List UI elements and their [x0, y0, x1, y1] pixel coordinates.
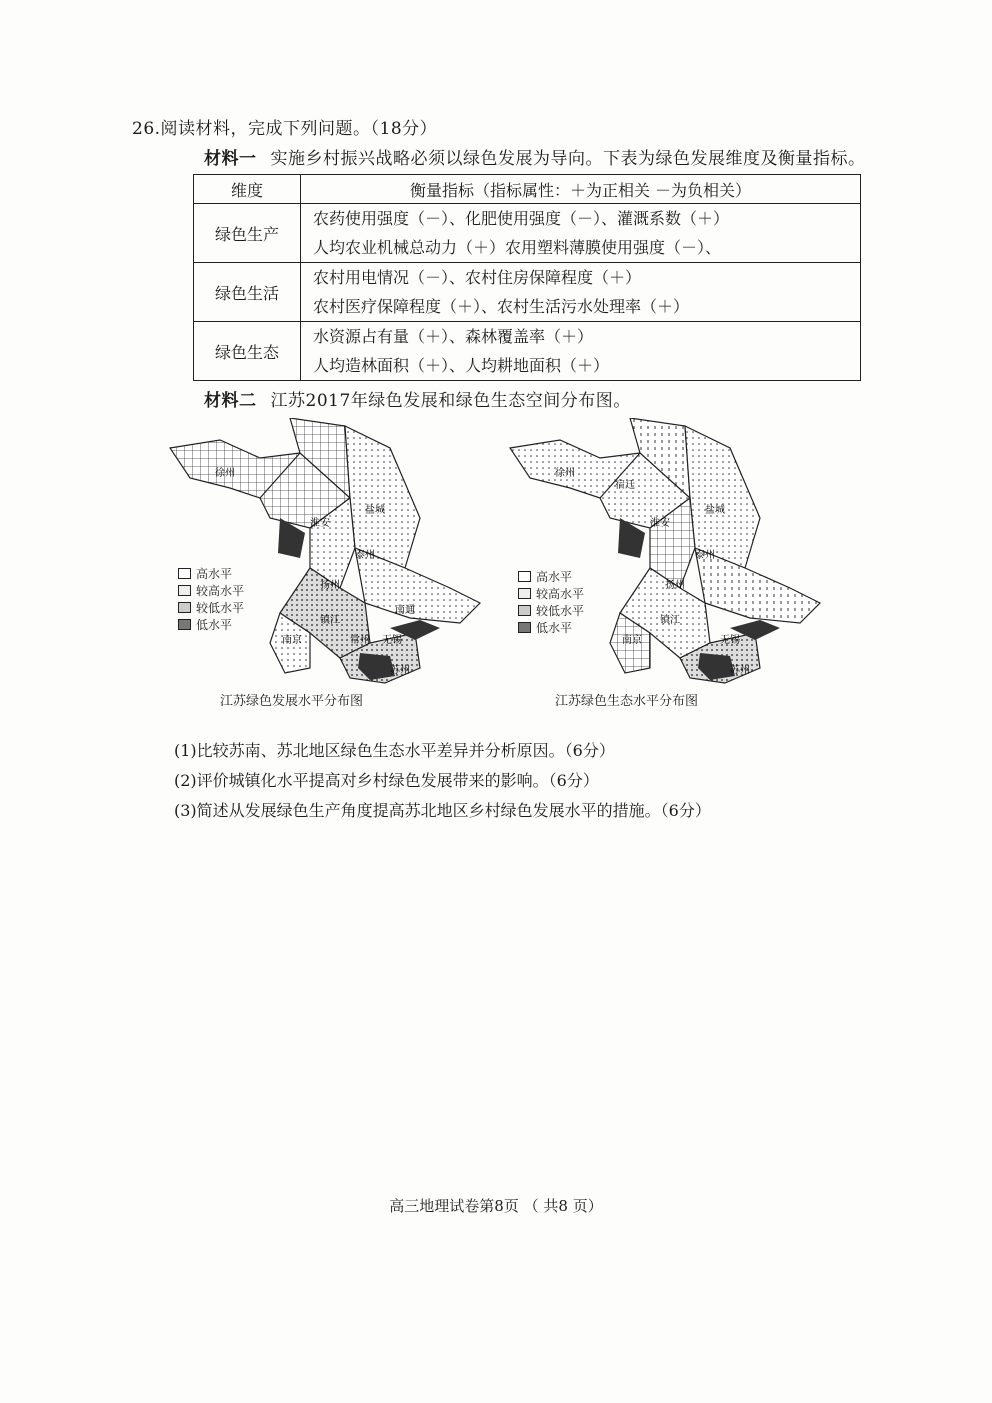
- legend-item: [178, 565, 244, 582]
- material-two-label: 材料二: [204, 391, 257, 411]
- indicator-line: 农药使用强度（－）、化肥使用强度（－）、灌溉系数（＋）: [313, 209, 730, 228]
- table-header-indicators: 衡量指标（指标属性：＋为正相关 －为负相关）: [301, 175, 861, 204]
- legend-swatch-high: [178, 568, 191, 579]
- table-row: [194, 204, 861, 263]
- city-label: 宿迁: [615, 480, 635, 491]
- map-caption: 江苏绿色生态水平分布图: [555, 694, 699, 709]
- city-label: 盐城: [705, 505, 725, 516]
- city-label: 镇江: [660, 615, 680, 626]
- legend-label: 低水平: [536, 621, 573, 635]
- legend-item: [518, 619, 584, 636]
- legend-swatch-low: [518, 622, 531, 633]
- sub-question: (2)评价城镇化水平提高对乡村绿色发展带来的影响。（6分）: [174, 771, 599, 790]
- material-two-text: 江苏2017年绿色发展和绿色生态空间分布图。: [270, 391, 631, 411]
- page-footer: 高三地理试卷第8页 （ 共8 页）: [389, 1197, 603, 1215]
- legend-swatch-mid-low: [178, 602, 191, 613]
- indicator-line: 水资源占有量（＋）、森林覆盖率（＋）: [313, 327, 594, 346]
- legend-label: 较高水平: [536, 587, 585, 601]
- city-label: 徐州: [215, 468, 235, 479]
- map-shape: [160, 418, 500, 688]
- green-ecology-map: [505, 418, 845, 718]
- city-label: 苏州: [730, 665, 750, 676]
- legend-label: 高水平: [536, 570, 573, 584]
- legend-item: [518, 568, 584, 585]
- table-cell-dimension: 绿色生产: [194, 204, 301, 263]
- indicator-line: 农村医疗保障程度（＋）、农村生活污水处理率（＋）: [313, 297, 690, 316]
- city-label: 泰州: [355, 550, 375, 561]
- legend-label: 低水平: [196, 618, 233, 632]
- map-shape: [505, 418, 845, 688]
- legend-swatch-mid-high: [518, 588, 531, 599]
- material-one: [204, 144, 866, 169]
- table-header-dimension: 维度: [194, 175, 301, 204]
- city-label: 扬州: [320, 580, 340, 591]
- city-label: 南通: [395, 605, 415, 616]
- maps-figure: [160, 418, 860, 718]
- legend-label: 较高水平: [196, 584, 245, 598]
- legend-label: 高水平: [196, 567, 233, 581]
- legend-swatch-mid-low: [518, 605, 531, 616]
- indicator-line: 农村用电情况（－）、农村住房保障程度（＋）: [313, 268, 642, 287]
- city-label: 淮安: [310, 518, 330, 529]
- table-cell-indicators: [301, 204, 861, 263]
- indicator-line: 人均农业机械总动力（＋）农用塑料薄膜使用强度（－）、: [313, 238, 722, 257]
- legend-label: 较低水平: [196, 601, 245, 615]
- legend-swatch-high: [518, 571, 531, 582]
- city-label: 扬州: [665, 580, 685, 591]
- table-cell-dimension: 绿色生活: [194, 263, 301, 322]
- table-row: [194, 322, 861, 381]
- legend-item: [178, 599, 244, 616]
- material-one-label: 材料一: [204, 149, 257, 169]
- city-label: 淮安: [650, 518, 670, 529]
- city-label: 镇江: [320, 615, 340, 626]
- city-label: 苏州: [390, 665, 410, 676]
- table-cell-indicators: [301, 322, 861, 381]
- table-cell-dimension: 绿色生态: [194, 322, 301, 381]
- legend-label: 较低水平: [536, 604, 585, 618]
- legend-item: [178, 582, 244, 599]
- material-two: [204, 386, 631, 411]
- legend-swatch-mid-high: [178, 585, 191, 596]
- city-label: 南京: [622, 635, 642, 646]
- city-label: 无锡: [720, 635, 740, 646]
- legend-item: [518, 602, 584, 619]
- legend-item: [518, 585, 584, 602]
- green-development-map: [160, 418, 500, 718]
- map-legend: [518, 568, 584, 636]
- sub-question: (1)比较苏南、苏北地区绿色生态水平差异并分析原因。（6分）: [174, 741, 615, 760]
- material-one-text: 实施乡村振兴战略必须以绿色发展为导向。下表为绿色发展维度及衡量指标。: [270, 149, 866, 169]
- sub-questions: [174, 736, 711, 826]
- table-row: [194, 263, 861, 322]
- city-label: 无锡: [382, 635, 402, 646]
- question-title: 26.阅读材料，完成下列问题。（18分）: [132, 119, 438, 139]
- city-label: 徐州: [555, 468, 575, 479]
- legend-swatch-low: [178, 619, 191, 630]
- city-label: 常州: [350, 635, 370, 646]
- city-label: 泰州: [695, 550, 715, 561]
- city-label: 盐城: [365, 505, 385, 516]
- indicator-line: 人均造林面积（＋）、人均耕地面积（＋）: [313, 356, 610, 375]
- table-header-row: [194, 175, 861, 204]
- map-caption: 江苏绿色发展水平分布图: [220, 694, 364, 709]
- legend-item: [178, 616, 244, 633]
- indicator-table: [193, 174, 861, 381]
- sub-question: (3)简述从发展绿色生产角度提高苏北地区乡村绿色发展水平的措施。（6分）: [174, 801, 711, 820]
- table-cell-indicators: [301, 263, 861, 322]
- city-label: 南京: [282, 635, 302, 646]
- map-legend: [178, 565, 244, 633]
